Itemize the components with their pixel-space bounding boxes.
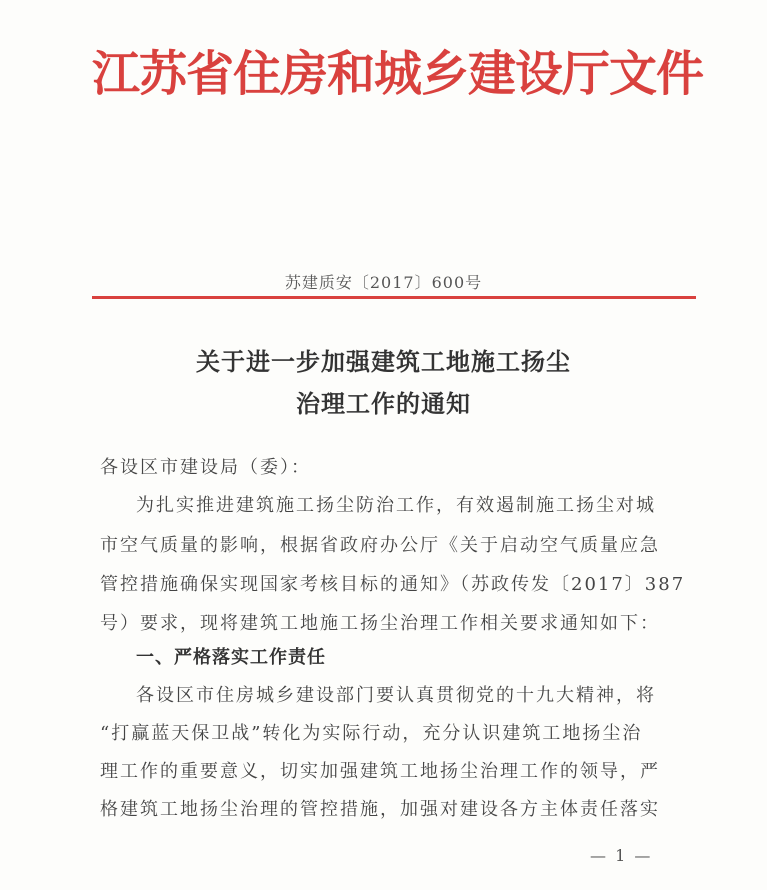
paragraph-2-line-3: 理工作的重要意义，切实加强建筑工地扬尘治理工作的领导，严 xyxy=(100,761,660,782)
paragraph-2-line-2: “打赢蓝天保卫战”转化为实际行动，充分认识建筑工地扬尘治 xyxy=(100,723,643,744)
paragraph-2-line-4: 格建筑工地扬尘治理的管控措施，加强对建设各方主体责任落实 xyxy=(100,799,660,820)
paragraph-1-line-4: 号）要求，现将建筑工地施工扬尘治理工作相关要求通知如下： xyxy=(100,613,660,634)
page-number: — 1 — xyxy=(590,846,653,865)
paragraph-1-line-1: 为扎实推进建筑施工扬尘防治工作，有效遏制施工扬尘对城 xyxy=(136,495,656,516)
paragraph-2-line-1: 各设区市住房城乡建设部门要认真贯彻党的十九大精神，将 xyxy=(136,685,656,706)
document-title-line-2: 治理工作的通知 xyxy=(296,389,471,418)
document-number: 苏建质安〔2017〕600号 xyxy=(284,273,483,292)
red-divider xyxy=(92,296,696,299)
salutation: 各设区市建设局（委）： xyxy=(100,457,311,478)
paragraph-1-line-2: 市空气质量的影响，根据省政府办公厅《关于启动空气质量应急 xyxy=(100,535,660,556)
document-title-line-1: 关于进一步加强建筑工地施工扬尘 xyxy=(196,347,571,376)
paragraph-1-line-3: 管控措施确保实现国家考核目标的通知》（苏政传发〔2017〕387 xyxy=(100,574,686,595)
section-1-heading: 一、严格落实工作责任 xyxy=(136,647,326,668)
issuer-title: 江苏省住房和城乡建设厅文件 xyxy=(92,46,704,102)
